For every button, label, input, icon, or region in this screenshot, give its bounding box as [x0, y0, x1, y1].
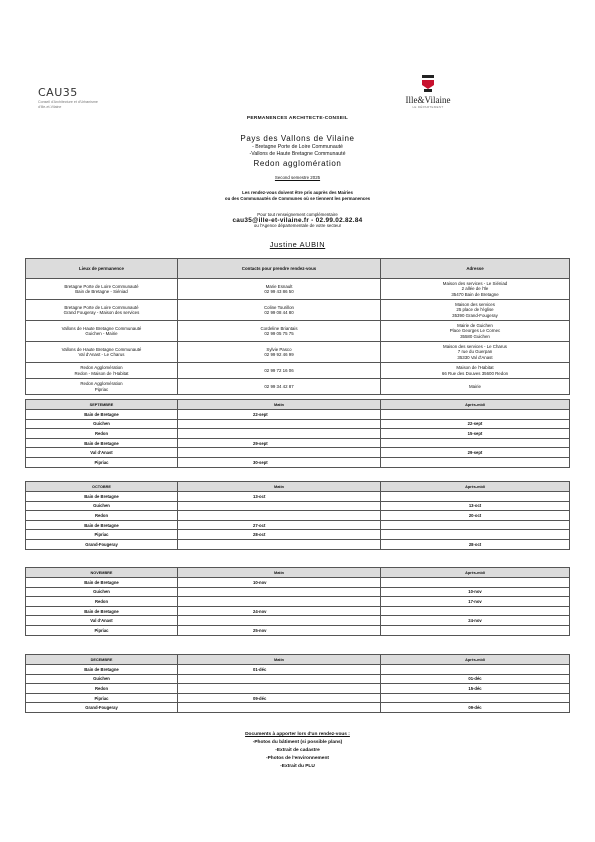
apres-midi-cell — [381, 530, 570, 540]
adresse-line: 35390 Grand-Fougeray — [452, 312, 498, 318]
schedule-table-octobre — [25, 481, 570, 550]
documents-section — [0, 731, 595, 771]
adresse-line: Maison des services - Le Charus — [443, 343, 507, 349]
table-row — [26, 511, 570, 521]
matin-cell — [178, 597, 381, 607]
ille-et-vilaine-logo — [396, 75, 460, 109]
apres-midi-cell — [381, 520, 570, 530]
schedule-table-decembre — [25, 654, 570, 713]
apres-midi-cell — [381, 625, 570, 635]
lieu-cell — [26, 379, 178, 395]
month-name: NOVEMBRE — [26, 568, 178, 578]
contact-line: Marie Esnault — [265, 283, 293, 289]
community-2: -Vallons de Haute Bretagne Communauté — [249, 151, 346, 157]
lieu-cell: Val d'Anast — [26, 616, 178, 626]
document-item: -Photos du bâtiment (si possible plans) — [252, 740, 343, 745]
ille-et-vilaine-emblem-icon — [420, 75, 436, 93]
lieu-line: Redon Agglomération — [80, 381, 123, 387]
contact-cell — [178, 321, 381, 342]
adresse-line: Mairie — [469, 383, 481, 389]
contact-line: 02 99 05 75 75 — [264, 331, 294, 336]
table-row — [26, 530, 570, 540]
lieu-cell: Grand-Fougeray — [26, 539, 178, 549]
table-row — [26, 597, 570, 607]
month-header-row — [26, 482, 570, 492]
lieu-cell — [26, 321, 178, 342]
adresse-line: Maison des services — [455, 301, 495, 307]
adresse-line: Place Georges Le Cornec — [449, 328, 501, 334]
contact-cell — [178, 300, 381, 321]
matin-cell — [178, 703, 381, 713]
apres-midi-cell: 09-déc — [381, 703, 570, 713]
table-row — [26, 300, 570, 321]
table-row — [26, 674, 570, 684]
lieu-cell: Bain de Bretagne — [26, 492, 178, 502]
adresse-cell — [381, 379, 570, 395]
matin-cell: 22-sept — [178, 410, 381, 420]
matin-cell: 28-oct — [178, 530, 381, 540]
document-item: -Extrait de cadastre — [275, 748, 320, 753]
lieu-cell — [26, 300, 178, 321]
appointment-notice — [0, 190, 595, 202]
semester-label: Second semestre 2025 — [274, 175, 321, 180]
lieu-cell — [26, 342, 178, 363]
lieu-line: Val d'Anast - Le Charus — [78, 352, 125, 357]
contact-line: 02 99 92 46 99 — [264, 352, 294, 357]
apres-midi-cell: 28-oct — [381, 539, 570, 549]
lieu-line: Vallons de Haute Bretagne Communauté — [61, 346, 142, 352]
matin-cell: 09-déc — [178, 693, 381, 703]
lieu-cell: Guichen — [26, 587, 178, 597]
document-title: PERMANENCES ARCHITECTE-CONSEIL — [246, 116, 349, 121]
matin-cell — [178, 539, 381, 549]
matin-cell: 10-nov — [178, 578, 381, 588]
table-row — [26, 539, 570, 549]
schedule-table-novembre — [25, 567, 570, 636]
adresse-line: 35470 Bain de Bretagne — [451, 291, 499, 297]
table-row — [26, 703, 570, 713]
apres-midi-cell: 20-oct — [381, 511, 570, 521]
lieu-cell: Guichen — [26, 501, 178, 511]
contact-cell — [178, 342, 381, 363]
lieu-cell: Guichen — [26, 674, 178, 684]
adresse-line: 66 Rue des Douves 35600 Redon — [441, 370, 509, 376]
community-1: - Bretagne Porte de Loire Communauté — [252, 144, 343, 150]
matin-cell: 01-déc — [178, 665, 381, 675]
adresse-line: 7 rue du Guerpan — [457, 349, 493, 355]
lieu-cell: Pipriac — [26, 693, 178, 703]
adresse-cell — [381, 321, 570, 342]
lieu-cell: Grand-Fougeray — [26, 703, 178, 713]
apres-midi-cell — [381, 438, 570, 448]
lieu-cell: Redon — [26, 597, 178, 607]
matin-cell: 24-nov — [178, 606, 381, 616]
contact-line: 02 99 72 16 06 — [264, 367, 294, 373]
table-row — [26, 342, 570, 363]
table-row — [26, 419, 570, 429]
apres-midi-cell: 15-déc — [381, 684, 570, 694]
permanences-header-row — [26, 259, 570, 279]
month-name: SEPTEMBRE — [26, 400, 178, 410]
matin-cell — [178, 511, 381, 521]
contact-cell — [178, 379, 381, 395]
contact-line: Cordeline Briantais — [260, 325, 298, 331]
matin-cell — [178, 501, 381, 511]
apres-midi-cell: 22-sept — [381, 419, 570, 429]
appointment-notice-line-1: Les rendez-vous doivent être pris auprès des Mairies — [242, 190, 353, 195]
apres-midi-cell: 10-nov — [381, 587, 570, 597]
lieu-line: Bain de Bretagne - Siéniad — [75, 289, 128, 294]
apres-midi-cell: 17-nov — [381, 597, 570, 607]
month-name: DECEMBRE — [26, 655, 178, 665]
contact-line: Sylvie Pasco — [266, 346, 292, 352]
contact-line: 02 99 08 44 80 — [264, 310, 294, 315]
architect-name: Justine AUBIN — [269, 240, 326, 249]
contact-cell — [178, 363, 381, 379]
communities-list — [0, 144, 595, 158]
table-row — [26, 501, 570, 511]
cau35-logo-subtitle-1: Conseil d'Architecture et d'Urbanisme — [38, 100, 98, 104]
table-row — [26, 665, 570, 675]
table-row — [26, 410, 570, 420]
contact-intro: Pour tout renseignement complémentaire — [257, 212, 338, 217]
table-row — [26, 448, 570, 458]
matin-header: Matin — [178, 568, 381, 578]
lieu-cell: Guichen — [26, 419, 178, 429]
matin-cell — [178, 448, 381, 458]
cau35-logo-mark: CAU35 — [38, 86, 78, 99]
table-row — [26, 625, 570, 635]
table-row — [26, 587, 570, 597]
matin-cell — [178, 429, 381, 439]
table-row — [26, 693, 570, 703]
apres-midi-cell: 29-sept — [381, 448, 570, 458]
apres-midi-cell — [381, 606, 570, 616]
apres-midi-header: Après-midi — [381, 568, 570, 578]
contact-info — [0, 212, 595, 229]
contact-email-phone[interactable]: cau35@ille-et-vilaine.fr - 02.99.02.82.84 — [232, 216, 363, 224]
apres-midi-cell: 24-nov — [381, 616, 570, 626]
lieu-cell — [26, 363, 178, 379]
matin-cell: 27-oct — [178, 520, 381, 530]
matin-header: Matin — [178, 400, 381, 410]
apres-midi-cell — [381, 665, 570, 675]
adresse-cell — [381, 342, 570, 363]
apres-midi-cell — [381, 492, 570, 502]
lieu-line: Bretagne Porte de Loire Communauté — [64, 304, 139, 310]
apres-midi-cell: 01-déc — [381, 674, 570, 684]
lieu-cell: Bain de Bretagne — [26, 520, 178, 530]
month-header-row — [26, 400, 570, 410]
column-header-adresse: Adresse — [381, 259, 570, 279]
matin-cell: 30-sept — [178, 457, 381, 467]
lieu-cell: Redon — [26, 429, 178, 439]
table-row — [26, 363, 570, 379]
adresse-line: 35580 Guichen — [460, 333, 490, 339]
table-row — [26, 578, 570, 588]
lieu-cell: Bain de Bretagne — [26, 410, 178, 420]
table-row — [26, 520, 570, 530]
lieu-line: Redon - Maison de l'Habitat — [74, 370, 129, 376]
lieu-line: Vallons de Haute Bretagne Communauté — [61, 325, 142, 331]
lieu-cell: Redon — [26, 684, 178, 694]
table-row — [26, 321, 570, 342]
lieu-line: Grand Fougeray - Maison des services — [63, 310, 140, 315]
column-header-lieux: Lieux de permanence — [26, 259, 178, 279]
apres-midi-header: Après-midi — [381, 482, 570, 492]
matin-cell — [178, 616, 381, 626]
lieu-cell: Redon — [26, 511, 178, 521]
schedule-table-septembre — [25, 399, 570, 468]
matin-cell — [178, 674, 381, 684]
matin-cell — [178, 587, 381, 597]
lieu-cell: Bain de Bretagne — [26, 578, 178, 588]
apres-midi-header: Après-midi — [381, 400, 570, 410]
matin-cell: 29-sept — [178, 438, 381, 448]
matin-cell: 25-nov — [178, 625, 381, 635]
contact-line: 02 99 34 42 87 — [264, 383, 294, 389]
documents-heading: Documents à apporter lors d'un rendez-vous : — [245, 732, 350, 737]
month-header-row — [26, 655, 570, 665]
adresse-line: 35330 Val d'Anast — [457, 354, 493, 360]
lieu-cell: Bain de Bretagne — [26, 665, 178, 675]
table-row — [26, 606, 570, 616]
adresse-cell — [381, 300, 570, 321]
adresse-line: Maison des services - Le Siéniad — [442, 280, 508, 286]
column-header-contacts: Contacts pour prendre rendez-vous — [178, 259, 381, 279]
document-item: -Photos de l'environnement — [266, 756, 329, 761]
appointment-notice-line-2: ou des Communautés de Communes où se tiennent les permanences — [224, 196, 371, 201]
table-row — [26, 684, 570, 694]
ille-et-vilaine-logo-tag: LE DÉPARTEMENT — [412, 105, 444, 109]
month-header-row — [26, 568, 570, 578]
lieu-cell: Pipriac — [26, 625, 178, 635]
matin-cell — [178, 419, 381, 429]
lieu-cell: Pipriac — [26, 457, 178, 467]
matin-cell: 13-oct — [178, 492, 381, 502]
lieu-cell: Val d'Anast — [26, 448, 178, 458]
apres-midi-cell — [381, 410, 570, 420]
table-row — [26, 457, 570, 467]
adresse-line: Mairie de Guichen — [457, 322, 493, 328]
table-row — [26, 379, 570, 395]
table-row — [26, 616, 570, 626]
apres-midi-cell — [381, 578, 570, 588]
matin-header: Matin — [178, 655, 381, 665]
table-row — [26, 492, 570, 502]
contact-line: 02 99 43 86 50 — [264, 289, 294, 294]
lieu-cell — [26, 279, 178, 300]
month-name: OCTOBRE — [26, 482, 178, 492]
adresse-line: 2 allée de l'Ile — [461, 286, 489, 292]
adresse-line: 25 place de l'église — [456, 307, 494, 313]
apres-midi-cell: 13-oct — [381, 501, 570, 511]
table-row — [26, 429, 570, 439]
lieu-line: Redon Agglomération — [80, 365, 123, 371]
matin-header: Matin — [178, 482, 381, 492]
permanences-table — [25, 258, 570, 395]
apres-midi-cell — [381, 457, 570, 467]
apres-midi-header: Après-midi — [381, 655, 570, 665]
cau35-logo — [38, 86, 148, 110]
document-item: -Extrait du PLU — [280, 764, 315, 769]
lieu-cell: Pipriac — [26, 530, 178, 540]
territory-name: Pays des Vallons de Vilaine — [240, 134, 355, 143]
table-row — [26, 279, 570, 300]
ille-et-vilaine-logo-name: Ille&Vilaine — [405, 95, 451, 105]
adresse-cell — [381, 363, 570, 379]
matin-cell — [178, 684, 381, 694]
agglomeration-name: Redon agglomération — [253, 159, 342, 168]
adresse-line: Maison de l'Habitat — [456, 365, 494, 371]
lieu-line: Bretagne Porte de Loire Communauté — [64, 283, 139, 289]
apres-midi-cell — [381, 693, 570, 703]
cau35-logo-subtitle-2: d'Ille-et-Vilaine — [38, 105, 62, 110]
contact-line: Coline Tourillon — [264, 304, 294, 310]
adresse-cell — [381, 279, 570, 300]
lieu-line: Pipriac — [94, 386, 109, 392]
lieu-cell: Bain de Bretagne — [26, 438, 178, 448]
apres-midi-cell: 15-sept — [381, 429, 570, 439]
contact-cell — [178, 279, 381, 300]
table-row — [26, 438, 570, 448]
lieu-cell: Bain de Bretagne — [26, 606, 178, 616]
lieu-line: Guichen - Mairie — [85, 331, 118, 336]
contact-outro: ou l'Agence départementale de votre secteur — [253, 223, 342, 229]
